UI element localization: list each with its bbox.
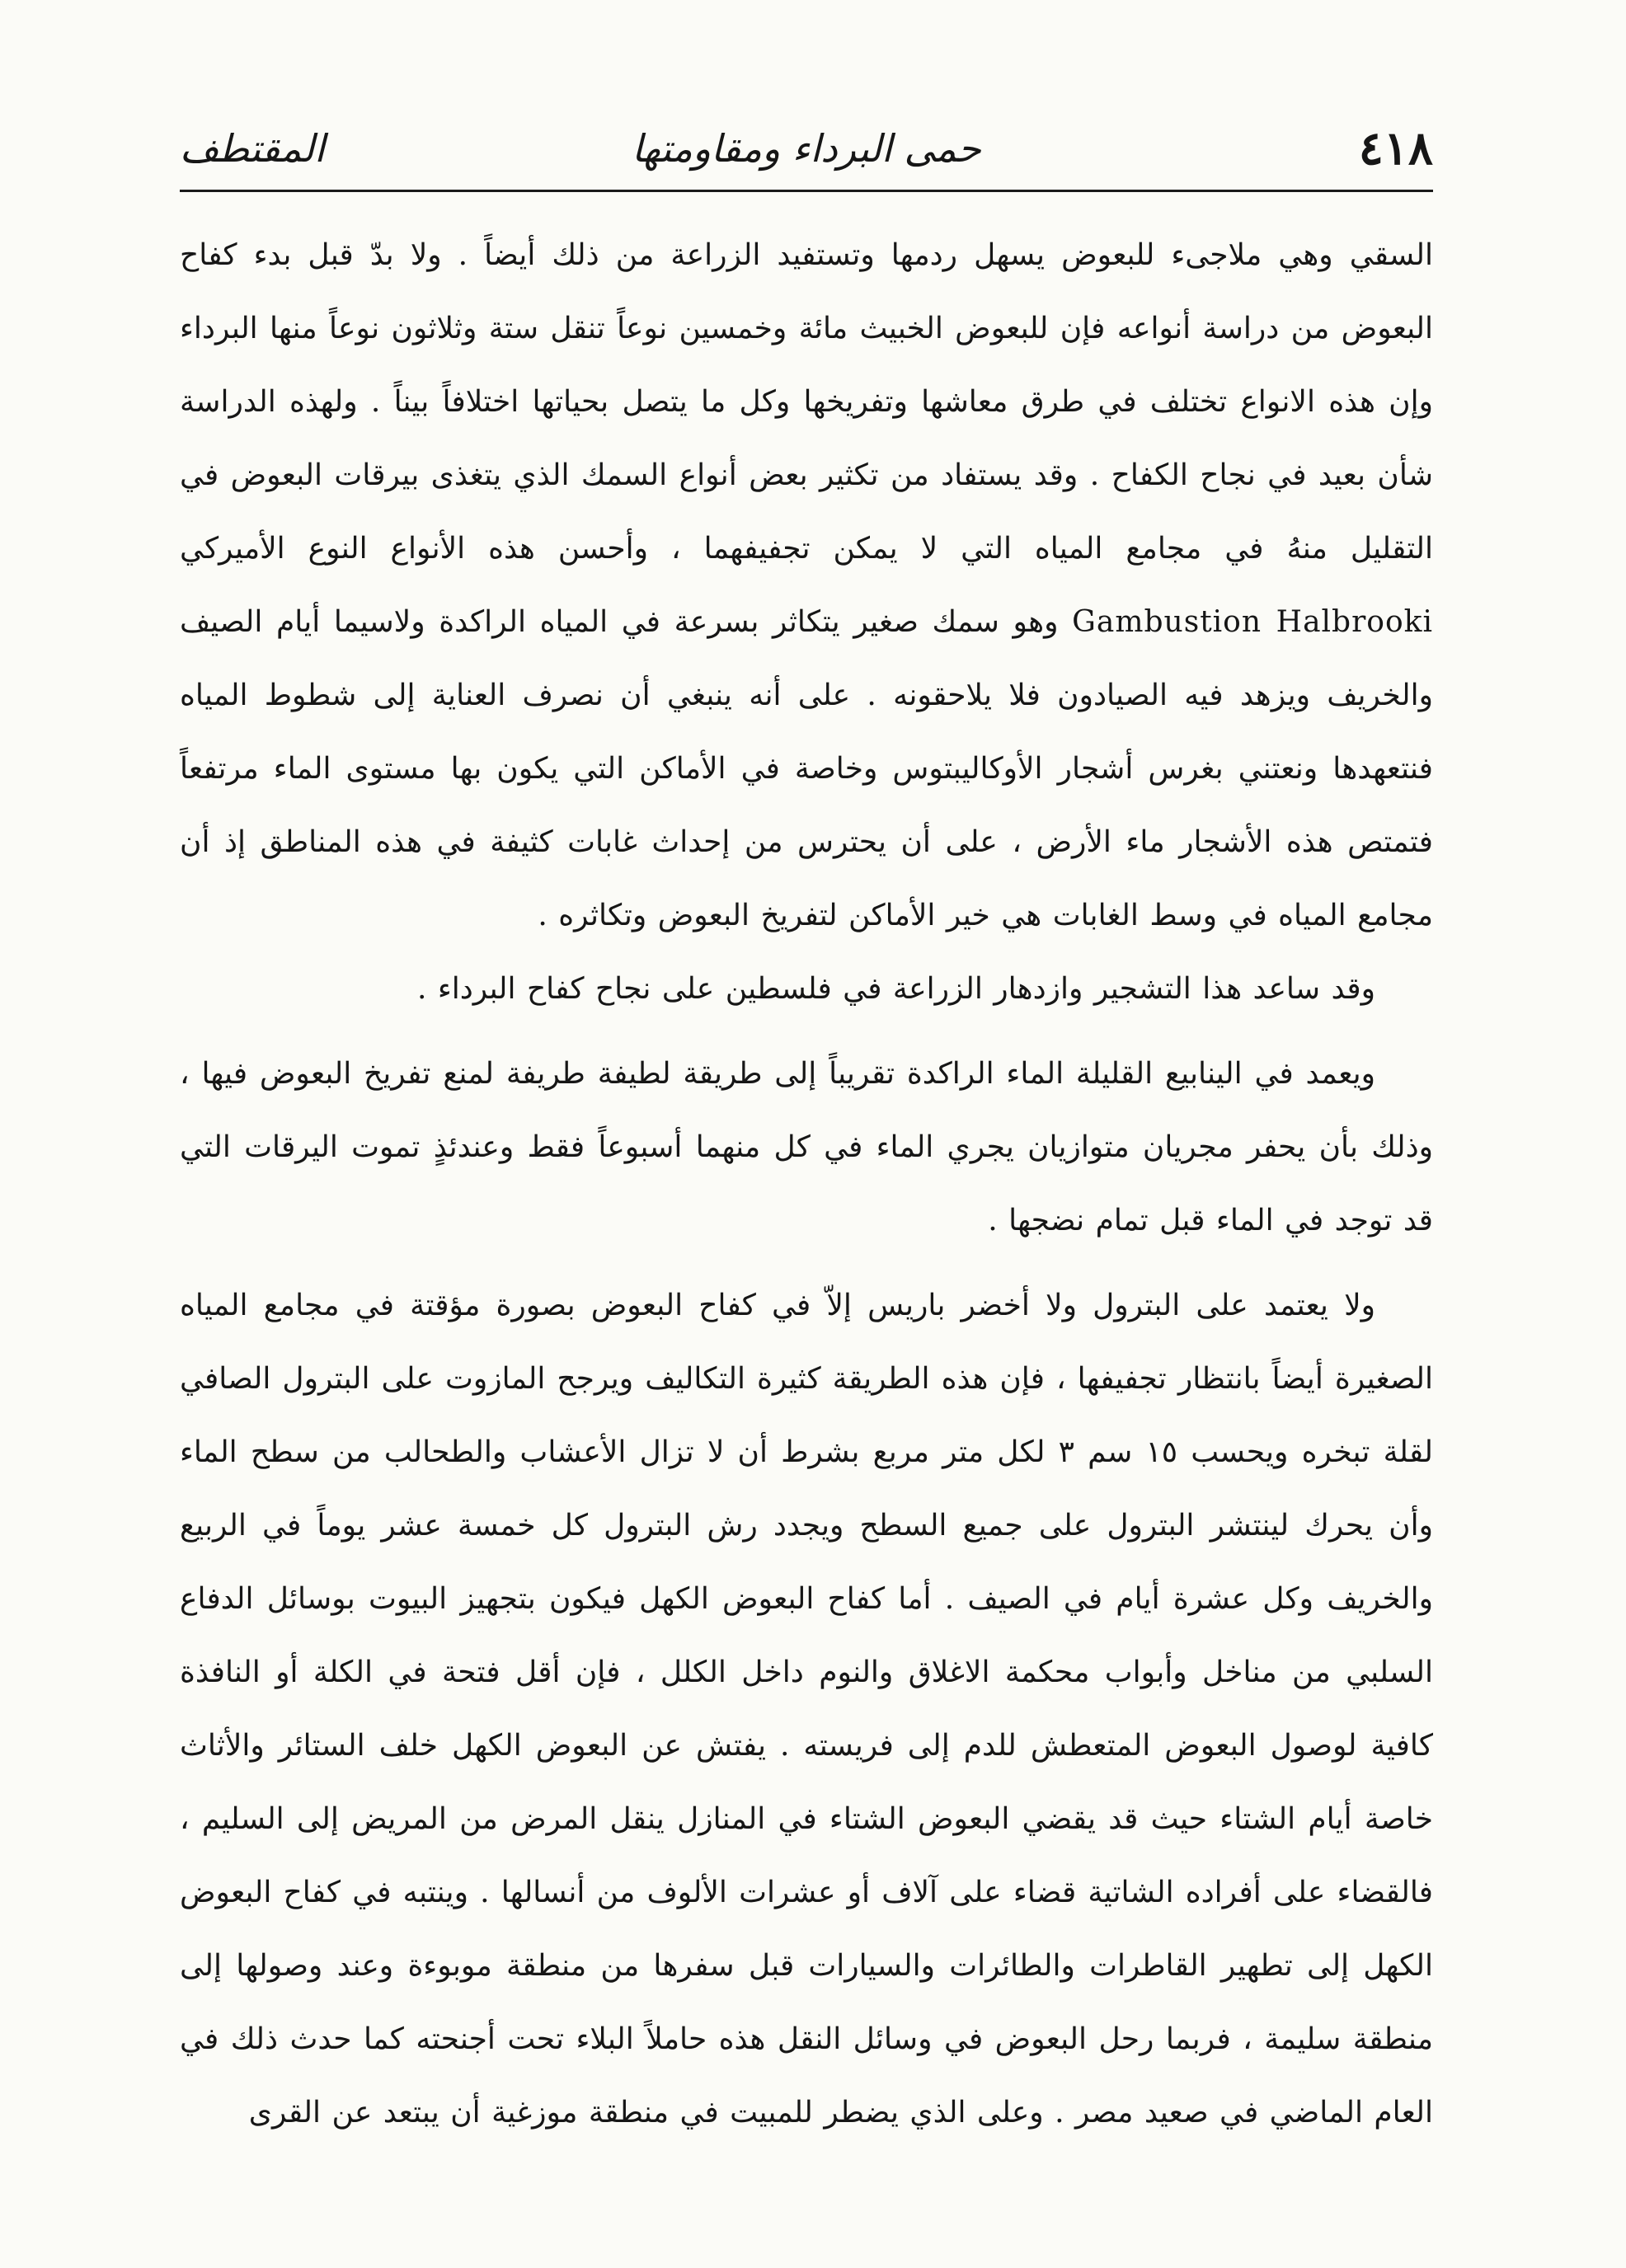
latin-species-name: Gambustion Halbrooki xyxy=(1072,605,1433,639)
page-header xyxy=(180,115,1433,181)
journal-name: المقتطف xyxy=(180,126,325,171)
paragraph xyxy=(180,218,1433,952)
article-body xyxy=(180,218,1433,2149)
paragraph-text: وهو سمك صغير يتكاثر بسرعة في المياه الراكدة ولاسيما أيام الصيف والخريف ويزهد فيه الصيادون فلا يلاحقونه . على أنه ينبغي أن نصرف العناية إلى شطوط المياه فنتعهدها ونعتني بغرس أشجار الأوكاليبتوس وخاصة في الأماكن التي يكون بها مستوى الماء مرتفعاً فتمتص هذه الأشجار ماء الأرض ، على أن يحترس من إحداث غابات كثيفة في هذه المناطق إذ أن مجامع المياه في وسط الغابات هي خير الأماكن لتفريخ البعوض وتكاثره . xyxy=(180,605,1433,932)
header-rule xyxy=(180,190,1433,192)
paragraph: ويعمد في الينابيع القليلة الماء الراكدة تقريباً إلى طريقة لطيفة طريفة لمنع تفريخ البعوض فيها ، وذلك بأن يحفر مجريان متوازيان يجري الماء في كل منهما أسبوعاً فقط وعندئذٍ تموت اليرقات التي قد توجد في الماء قبل تمام نضجها . xyxy=(180,1057,1433,1237)
paragraph: ولا يعتمد على البترول ولا أخضر باريس إلاّ في كفاح البعوض بصورة مؤقتة في مجامع المياه الصغيرة أيضاً بانتظار تجفيفها ، فإن هذه الطريقة كثيرة التكاليف ويرجح المازوت على البترول الصافي لقلة تبخره ويحسب ١٥ سم ٣ لكل متر مربع بشرط أن لا تزال الأعشاب والطحالب من سطح الماء وأن يحرك لينتشر البترول على جميع السطح ويجدد رش البترول كل خمسة عشر يوماً في الربيع والخريف وكل عشرة أيام في الصيف . أما كفاح البعوض الكهل فيكون بتجهيز البيوت بوسائل الدفاع السلبي من مناخل وأبواب محكمة الاغلاق والنوم داخل الكلل ، فإن أقل فتحة في الكلة أو النافذة كافية لوصول البعوض المتعطش للدم إلى فريسته . يفتش عن البعوض الكهل خلف الستائر والأثاث خاصة أيام الشتاء حيث قد يقضي البعوض الشتاء في المنازل ينقل المرض من المريض إلى السليم ، فالقضاء على أفراده الشاتية قضاء على آلاف أو عشرات الألوف من أنسالها . وينتبه في كفاح البعوض الكهل إلى تطهير القاطرات والطائرات والسيارات قبل سفرها من منطقة موبوءة وعند وصولها إلى منطقة سليمة ، فربما رحل البعوض في وسائل النقل هذه حاملاً البلاء تحت أجنحته كما حدث ذلك في العام الماضي في صعيد مصر . وعلى الذي يضطر للمبيت في منطقة موزغية أن يبتعد عن القرى xyxy=(180,1289,1433,2129)
paragraph-text: السقي وهي ملاجىء للبعوض يسهل ردمها وتستفيد الزراعة من ذلك أيضاً . ولا بدّ قبل بدء كفاح البعوض من دراسة أنواعه فإن للبعوض الخبيث مائة وخمسين نوعاً تنقل ستة وثلاثون نوعاً منها البرداء وإن هذه الانواع تختلف في طرق معاشها وتفريخها وكل ما يتصل بحياتها اختلافاً بيناً . ولهذه الدراسة شأن بعيد في نجاح الكفاح . وقد يستفاد من تكثير بعض أنواع السمك الذي يتغذى بيرقات البعوض في التقليل منهُ في مجامع المياه التي لا يمكن تجفيفهما ، وأحسن هذه الأنواع النوع الأميركي xyxy=(180,238,1433,566)
paragraph: وقد ساعد هذا التشجير وازدهار الزراعة في فلسطين على نجاح كفاح البرداء . xyxy=(416,972,1375,1006)
running-title: حمى البرداء ومقاومتها xyxy=(632,126,981,171)
page-number: ٤١٨ xyxy=(1358,121,1433,176)
